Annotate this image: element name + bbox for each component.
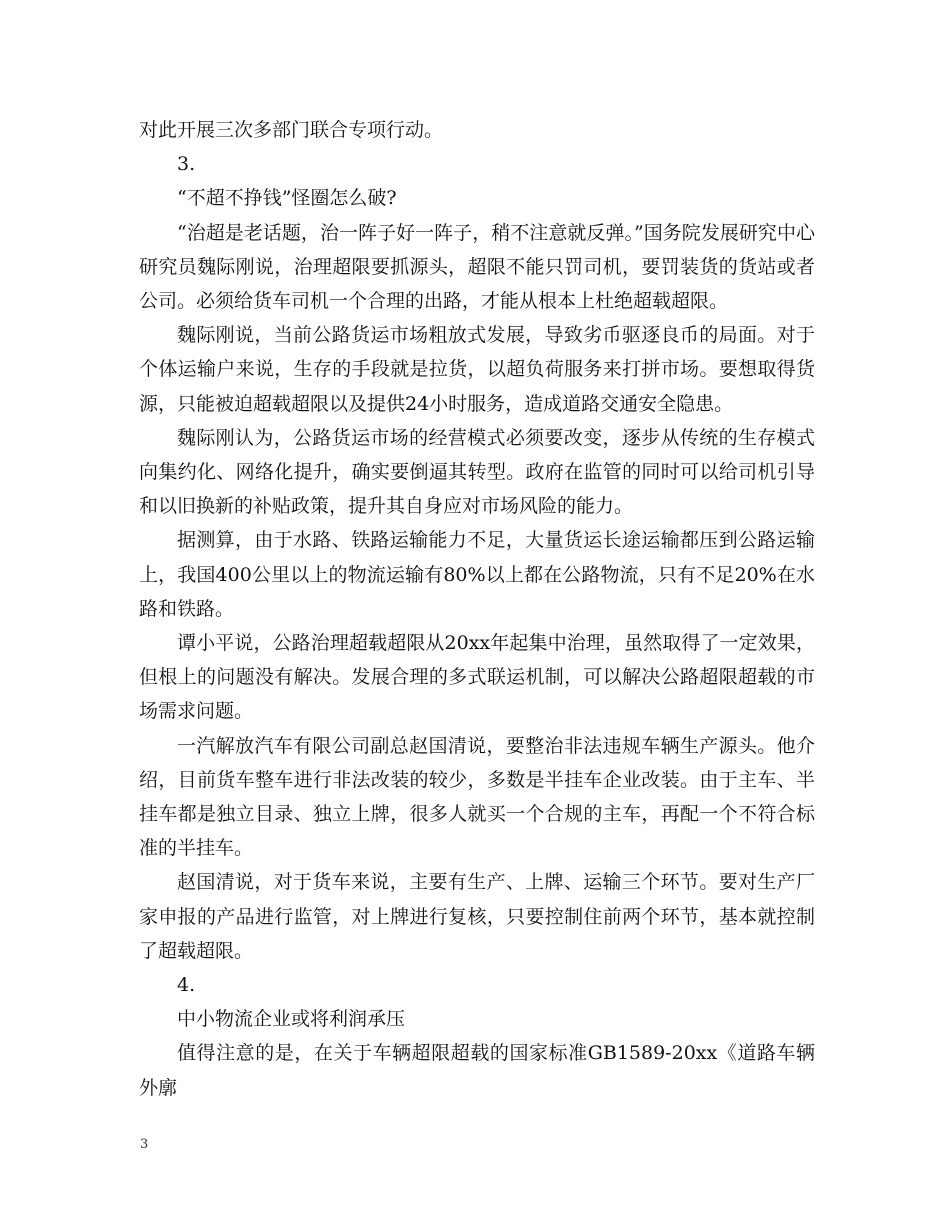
paragraph: 一汽解放汽车有限公司副总赵国清说，要整治非法违规车辆生产源头。他介绍，目前货车整车进行非法改装的较少，多数是半挂车企业改装。由于主车、半挂车都是独立目录、独立上牌，很多人就买一个合规的主车，再配一个不符合标准的半挂车。 [139,734,815,860]
paragraph: 魏际刚认为，公路货运市场的经营模式必须要改变，逐步从传统的生存模式向集约化、网络化提升，确实要倒逼其转型。政府在监管的同时可以给司机引导和以旧换新的补贴政策，提升其自身应对市场风险的能力。 [139,426,815,518]
paragraph: 赵国清说，对于货车来说，主要有生产、上牌、运输三个环节。要对生产厂家申报的产品进行监管，对上牌进行复核，只要控制住前两个环节，基本就控制了超载超限。 [139,871,815,962]
section-heading: “不超不挣钱”怪圈怎么破? [177,187,397,210]
section-heading: 中小物流企业或将利润承压 [177,1008,406,1031]
section-number: 4. [177,974,196,997]
paragraph: “治超是老话题，治一阵子好一阵子，稍不注意就反弹。”国务院发展研究中心研究员魏际刚说，治理超限要抓源头，超限不能只罚司机，要罚装货的货站或者公司。必须给货车司机一个合理的出路，才能从根本上杜绝超载超限。 [139,221,815,313]
paragraph: 谭小平说，公路治理超载超限从20xx年起集中治理，虽然取得了一定效果，但根上的问题没有解决。发展合理的多式联运机制，可以解决公路超限超载的市场需求问题。 [139,632,815,723]
document-body [139,113,815,1105]
paragraph-continuation: 对此开展三次多部门联合专项行动。 [139,119,444,141]
section-number: 3. [177,153,196,176]
paragraph: 魏际刚说，当前公路货运市场粗放式发展，导致劣币驱逐良币的局面。对于个体运输户来说，生存的手段就是拉货，以超负荷服务来打拼市场。要想取得货源，只能被迫超载超限以及提供24小时服务，造成道路交通安全隐患。 [139,324,815,415]
page-number: 3 [140,1137,149,1152]
paragraph: 据测算，由于水路、铁路运输能力不足，大量货运长途运输都压到公路运输上，我国400公里以上的物流运输有80%以上都在公路物流，只有不足20%在水路和铁路。 [139,529,815,620]
paragraph: 值得注意的是，在关于车辆超限超载的国家标准GB1589-20xx《道路车辆外廓 [139,1042,815,1099]
